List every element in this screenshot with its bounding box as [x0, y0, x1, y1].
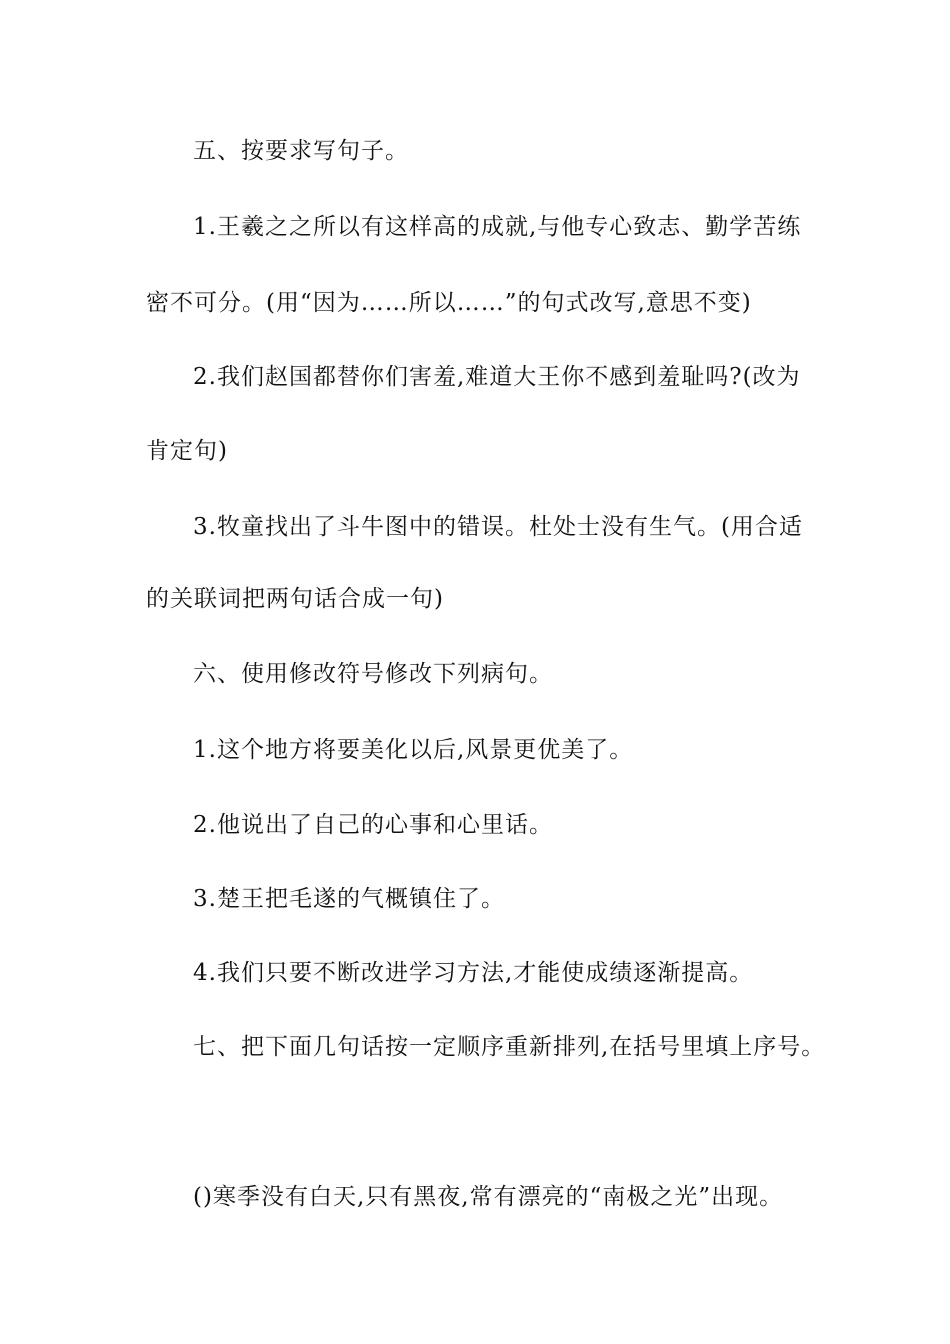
question-5-2-line-2: 肯定句) — [146, 438, 228, 464]
question-5-3-line-1: 3.牧童找出了斗牛图中的错误。杜处士没有生气。(用合适 — [193, 514, 803, 540]
question-5-1-line-2: 密不可分。(用“因为……所以……”的句式改写,意思不变) — [146, 290, 752, 316]
section-5-heading: 五、按要求写句子。 — [193, 138, 409, 164]
question-6-3: 3.楚王把毛遂的气概镇住了。 — [193, 886, 505, 912]
question-6-4: 4.我们只要不断改进学习方法,才能使成绩逐渐提高。 — [193, 960, 754, 986]
question-6-2: 2.他说出了自己的心事和心里话。 — [193, 812, 553, 838]
question-5-3-line-2: 的关联词把两句话合成一句) — [146, 586, 444, 612]
question-5-1-line-1: 1.王羲之之所以有这样高的成就,与他专心致志、勤学苦练 — [193, 214, 802, 240]
question-6-1: 1.这个地方将要美化以后,风景更优美了。 — [193, 737, 634, 763]
question-5-2-line-1: 2.我们赵国都替你们害羞,难道大王你不感到羞耻吗?(改为 — [193, 364, 801, 390]
ordering-sentence-1: ()寒季没有白天,只有黑夜,常有漂亮的“南极之光”出现。 — [193, 1184, 784, 1210]
section-6-heading: 六、使用修改符号修改下列病句。 — [193, 661, 553, 687]
section-7-heading: 七、把下面几句话按一定顺序重新排列,在括号里填上序号。 — [193, 1034, 826, 1060]
